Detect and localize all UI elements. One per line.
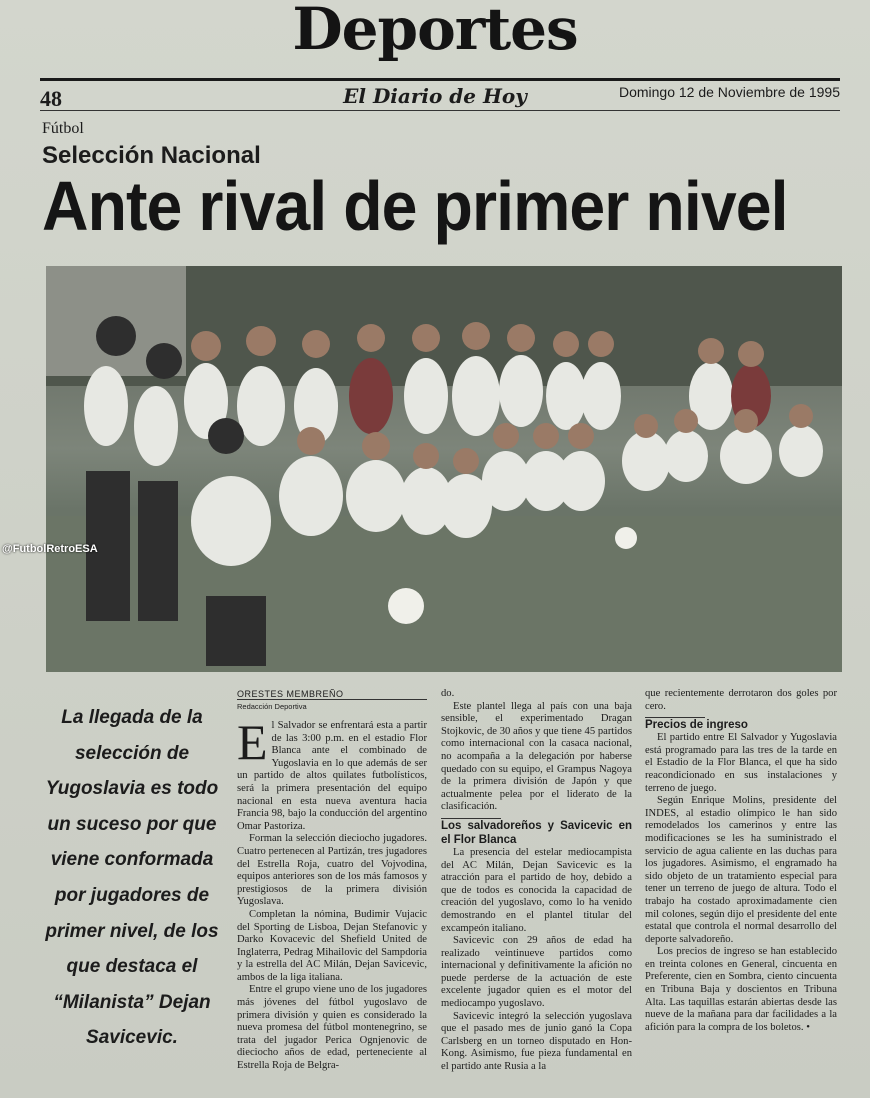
byline-desk: Redacción Deportiva: [237, 702, 307, 711]
paragraph: l Salvador se enfrentará esta a partir de las 3:00 p.m. en el estadio Flor Blanca ante el combinado de Yugoslavia en lo que además de ser un partido de altos quilates futbolísticos, será la primera presentación del equipo nacional en esta nueva aventura hacia Francia 98, bajo la conducción del argentino Omar Pastoriza.: [237, 720, 427, 832]
article-kicker: Fútbol: [42, 120, 84, 137]
masthead-rule: [40, 78, 840, 81]
byline-author: ORESTES MEMBREÑO: [237, 689, 344, 699]
article-subhead: Selección Nacional: [42, 142, 261, 169]
section-subhead: Los salvadoreños y Savicevic en el Flor Blanca: [441, 819, 632, 846]
paragraph: Savicevic integró la selección yugoslava que el pasado mes de junio ganó la Copa Carlsberg en un torneo disputado en Hon-Kong. Asimismo, fue pieza fundamental en el partido ante Rusia a la: [441, 1010, 632, 1073]
header-rule: [40, 110, 840, 111]
section-masthead: Deportes: [292, 0, 578, 63]
drop-cap: E: [237, 714, 268, 770]
page-number: 48: [40, 86, 62, 111]
newspaper-name: El Diario de Hoy: [343, 84, 527, 108]
byline-rule: [237, 699, 427, 700]
paragraph: do.: [441, 688, 455, 699]
section-subhead: Precios de ingreso: [645, 719, 748, 732]
issue-date: Domingo 12 de Noviembre de 1995: [618, 84, 840, 100]
paragraph: Completan la nómina, Budimir Vujacic del Sporting de Lisboa, Dejan Stefanovic y Darko Kovacevic del Shefield United de Inglaterra, Pedrag Mihailovic del Sampdoria y la estrella del AC Milán, Dejan Savicevic, ambos de la liga italiana.: [237, 908, 427, 983]
paragraph: Forman la selección dieciocho jugadores. Cuatro pertenecen al Partizán, tres jugadores del Estrella Roja, cuatro del Vojvodina, equipos anteriores son de los más famosos y prestigiosos de la primera división Yugoslava.: [237, 833, 427, 908]
paragraph: Los precios de ingreso se han establecido en treinta colones en General, cincuenta en Preferente, cien en Sombra, ciento cincuenta en Tribuna Baja y doscientos en Tribuna Alta. Las taquillas estarán abiertas desde las nueve de la mañana para dar facilidades a la afición para la compra de los boletos. •: [645, 946, 837, 1033]
article-column-1: [237, 714, 427, 1073]
team-photo: [46, 266, 842, 672]
paragraph: Savicevic con 29 años de edad ha realizado veintinueve partidos como internacional y definitivamente la afición no puede perderse de la actuación de este excelente jugador quien es el motor del mediocampo yugoslavo.: [441, 935, 632, 1010]
paragraph: Entre el grupo viene uno de los jugadores más jóvenes del fútbol yugoslavo de primera división y quien es considerado la nueva promesa del fútbol montenegrino, se trata del jugador Perica Ognjenovic de dieciocho años de edad, perteneciente al Estrella Roja de Belgra-: [237, 984, 427, 1072]
paragraph: que recientemente derrotaron dos goles por cero.: [645, 688, 837, 712]
paragraph: Según Enrique Molins, presidente del INDES, al estadio olímpico le han sido remodelados los camerinos y entre las modificaciones se les ha suministrado el servicio de agua caliente en las duchas para los jugadores. Asimismo, el engramado ha sido objeto de un tratamiento especial para tener un terreno de juego de altura. Todo el trabajo ha costado aproximadamente cien mil colones, según dijo el presidente del ente estatal que controla el normal desarrollo del deporte salvadoreño.: [645, 795, 837, 945]
paragraph: La presencia del estelar mediocampista del AC Milán, Dejan Savicevic es la atracción para el partido de hoy, debido a que de todos es conocida la capacidad de creación del yugoslavo, como lo ha venido demostrando en el plantel titular del excampeón italiano.: [441, 846, 632, 934]
article-column-2: [441, 688, 632, 1074]
paragraph: El partido entre El Salvador y Yugoslavia está programado para las tres de la tarde en el Estadio de la Flor Blanca, el que ha sido reacondicionado en sus instalaciones y terreno de juego.: [645, 732, 837, 794]
paragraph: Este plantel llega al país con una baja sensible, el experimentado Dragan Stojkovic, de 30 años y que tiene 45 partidos como internacional con la casaca nacional, no acompaña a la delegación por haberse quedado con su equipo, el Grampus Nagoya de la primera división de Japón y que actualmente pelea por el liderato de la clasificación.: [441, 700, 632, 813]
article-column-3: [645, 688, 837, 1034]
pull-quote: La llegada de la selección de Yugoslavia es todo un suceso por que viene conformada por jugadores de primer nivel, de los que destaca el “Milanista” Dejan Savicevic.: [45, 707, 219, 1049]
article-headline: Ante rival de primer nivel: [42, 167, 788, 245]
photo-watermark: @FutbolRetroESA: [2, 543, 98, 555]
